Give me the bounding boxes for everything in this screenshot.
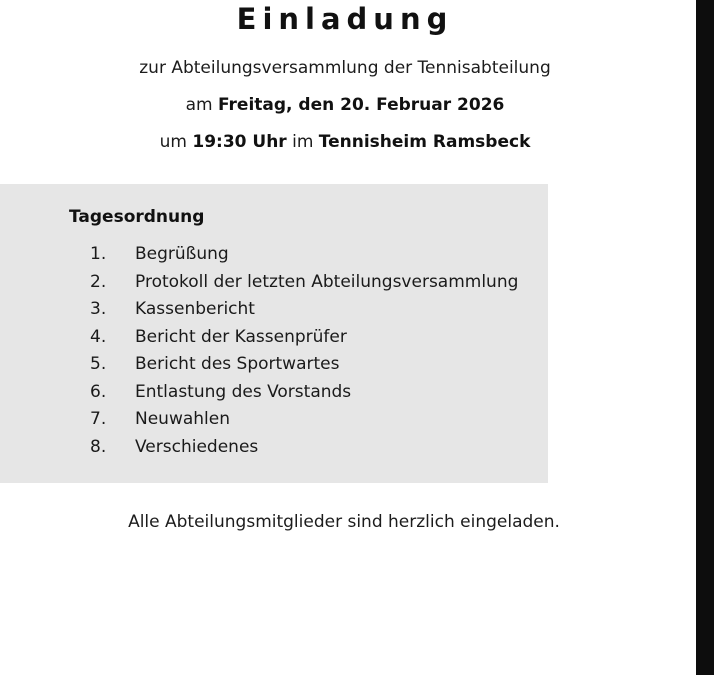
agenda-item-number: 3. xyxy=(90,299,107,319)
agenda-item-label: Kassenbericht xyxy=(135,299,255,319)
meeting-place: Tennisheim Ramsbeck xyxy=(318,132,531,152)
agenda-list xyxy=(90,242,518,462)
subtitle-line: zur Abteilungsversammlung der Tennisabteilung xyxy=(139,58,551,78)
agenda-item-number: 8. xyxy=(90,436,107,457)
agenda-item xyxy=(90,325,518,353)
meeting-date: Freitag, den 20. Februar 2026 xyxy=(218,95,505,115)
agenda-item xyxy=(90,352,518,380)
invitation-closing-text: Alle Abteilungsmitglieder sind herzlich eingeladen. xyxy=(128,512,560,532)
date-prefix: am xyxy=(185,95,218,115)
place-connector: im xyxy=(286,132,319,152)
agenda-item-label: Entlastung des Vorstands xyxy=(135,381,352,402)
agenda-item-number: 2. xyxy=(90,271,107,292)
time-place-line xyxy=(0,132,690,152)
agenda-item-number: 6. xyxy=(90,381,107,402)
agenda-item-label: Neuwahlen xyxy=(135,409,231,429)
agenda-item xyxy=(90,297,518,325)
agenda-item xyxy=(90,270,518,298)
agenda-title: Tagesordnung xyxy=(69,207,205,227)
agenda-item-label: Bericht der Kassenprüfer xyxy=(135,326,347,347)
agenda-item-label: Protokoll der letzten Abteilungsversammlung xyxy=(135,271,519,292)
agenda-item xyxy=(90,407,518,435)
agenda-box xyxy=(0,184,548,483)
agenda-item xyxy=(90,242,518,270)
agenda-item xyxy=(90,380,518,408)
agenda-item-number: 7. xyxy=(90,409,107,429)
agenda-item-number: 5. xyxy=(90,354,107,374)
agenda-item xyxy=(90,435,518,463)
date-line xyxy=(0,95,690,115)
meeting-time: 19:30 Uhr xyxy=(192,132,287,152)
page-edge-shadow xyxy=(696,0,714,675)
document-title: Einladung xyxy=(236,2,454,36)
agenda-item-number: 4. xyxy=(90,326,107,347)
agenda-item-label: Begrüßung xyxy=(135,244,229,264)
agenda-item-label: Bericht des Sportwartes xyxy=(135,354,340,374)
time-prefix: um xyxy=(159,132,193,152)
agenda-item-number: 1. xyxy=(90,244,107,264)
agenda-item-label: Verschiedenes xyxy=(135,436,259,457)
